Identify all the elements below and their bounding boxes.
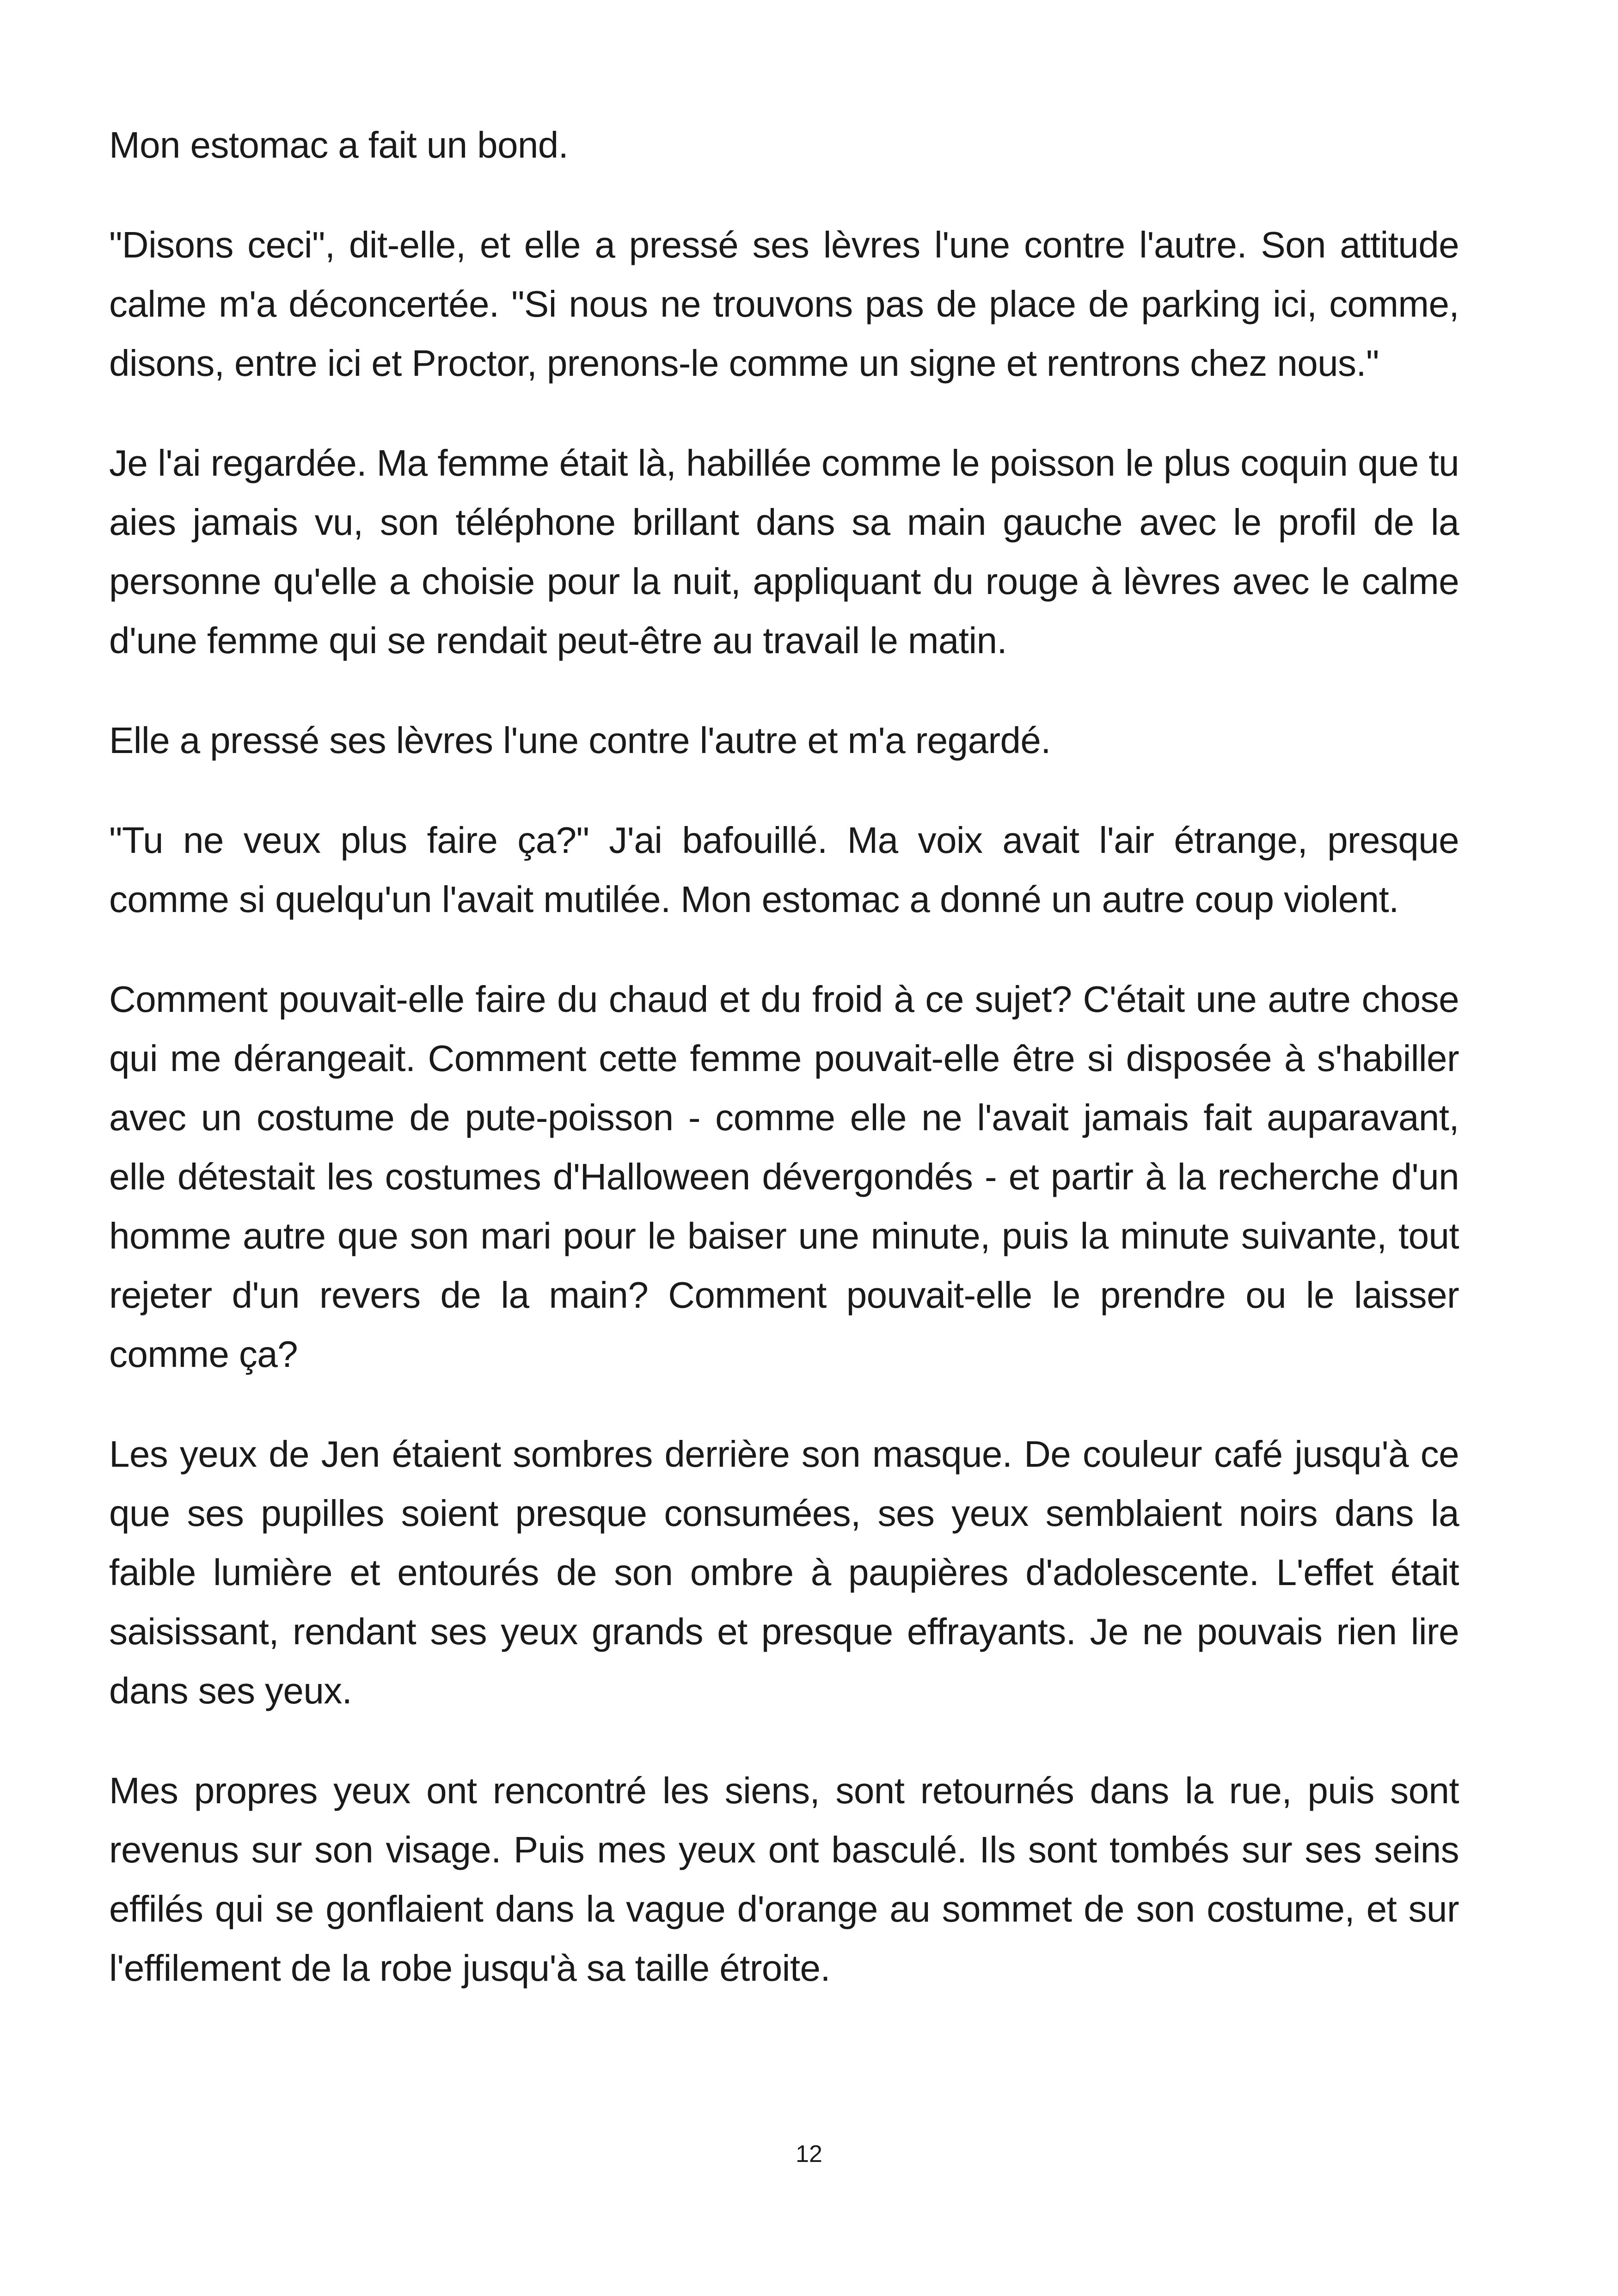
paragraph-7: Les yeux de Jen étaient sombres derrière son masque. De couleur café jusqu'à ce que ses pupilles soient presque consumées, ses yeux semblaient noirs dans la faible lumière et entourés de son ombre à paupières d'adolescente. L'effet était saisissant, rendant ses yeux grands et presque effrayants. Je ne pouvais rien lire dans ses yeux. (109, 1433, 1459, 1711)
paragraph-6: Comment pouvait-elle faire du chaud et du froid à ce sujet? C'était une autre chose qui me dérangeait. Comment cette femme pouvait-elle être si disposée à s'habiller avec un costume de pute-poisson - comme elle ne l'avait jamais fait auparavant, elle détestait les costumes d'Halloween dévergondés - et partir à la recherche d'un homme autre que son mari pour le baiser une minute, puis la minute suivante, tout rejeter d'un revers de la main? Comment pouvait-elle le prendre ou le laisser comme ça? (109, 979, 1459, 1375)
paragraph-2: "Disons ceci", dit-elle, et elle a pressé ses lèvres l'une contre l'autre. Son attitude calme m'a déconcertée. "Si nous ne trouvons pas de place de parking ici, comme, disons, entre ici et Proctor, prenons-le comme un signe et rentrons chez nous." (109, 224, 1459, 384)
body-text (109, 116, 1459, 2039)
paragraph-5: "Tu ne veux plus faire ça?" J'ai bafouillé. Ma voix avait l'air étrange, presque comme si quelqu'un l'avait mutilée. Mon estomac a donné un autre coup violent. (109, 820, 1459, 920)
page-number: 12 (796, 2141, 822, 2167)
paragraph-1: Mon estomac a fait un bond. (109, 124, 569, 165)
paragraph-8: Mes propres yeux ont rencontré les siens, sont retournés dans la rue, puis sont revenus sur son visage. Puis mes yeux ont basculé. Ils sont tombés sur ses seins effilés qui se gonflaient dans la vague d'orange au sommet de son costume, et sur l'effilement de la robe jusqu'à sa taille étroite. (109, 1770, 1459, 1989)
paragraph-4: Elle a pressé ses lèvres l'une contre l'autre et m'a regardé. (109, 720, 1051, 761)
paragraph-3: Je l'ai regardée. Ma femme était là, habillée comme le poisson le plus coquin que tu aies jamais vu, son téléphone brillant dans sa main gauche avec le profil de la personne qu'elle a choisie pour la nuit, appliquant du rouge à lèvres avec le calme d'une femme qui se rendait peut-être au travail le matin. (109, 442, 1459, 661)
